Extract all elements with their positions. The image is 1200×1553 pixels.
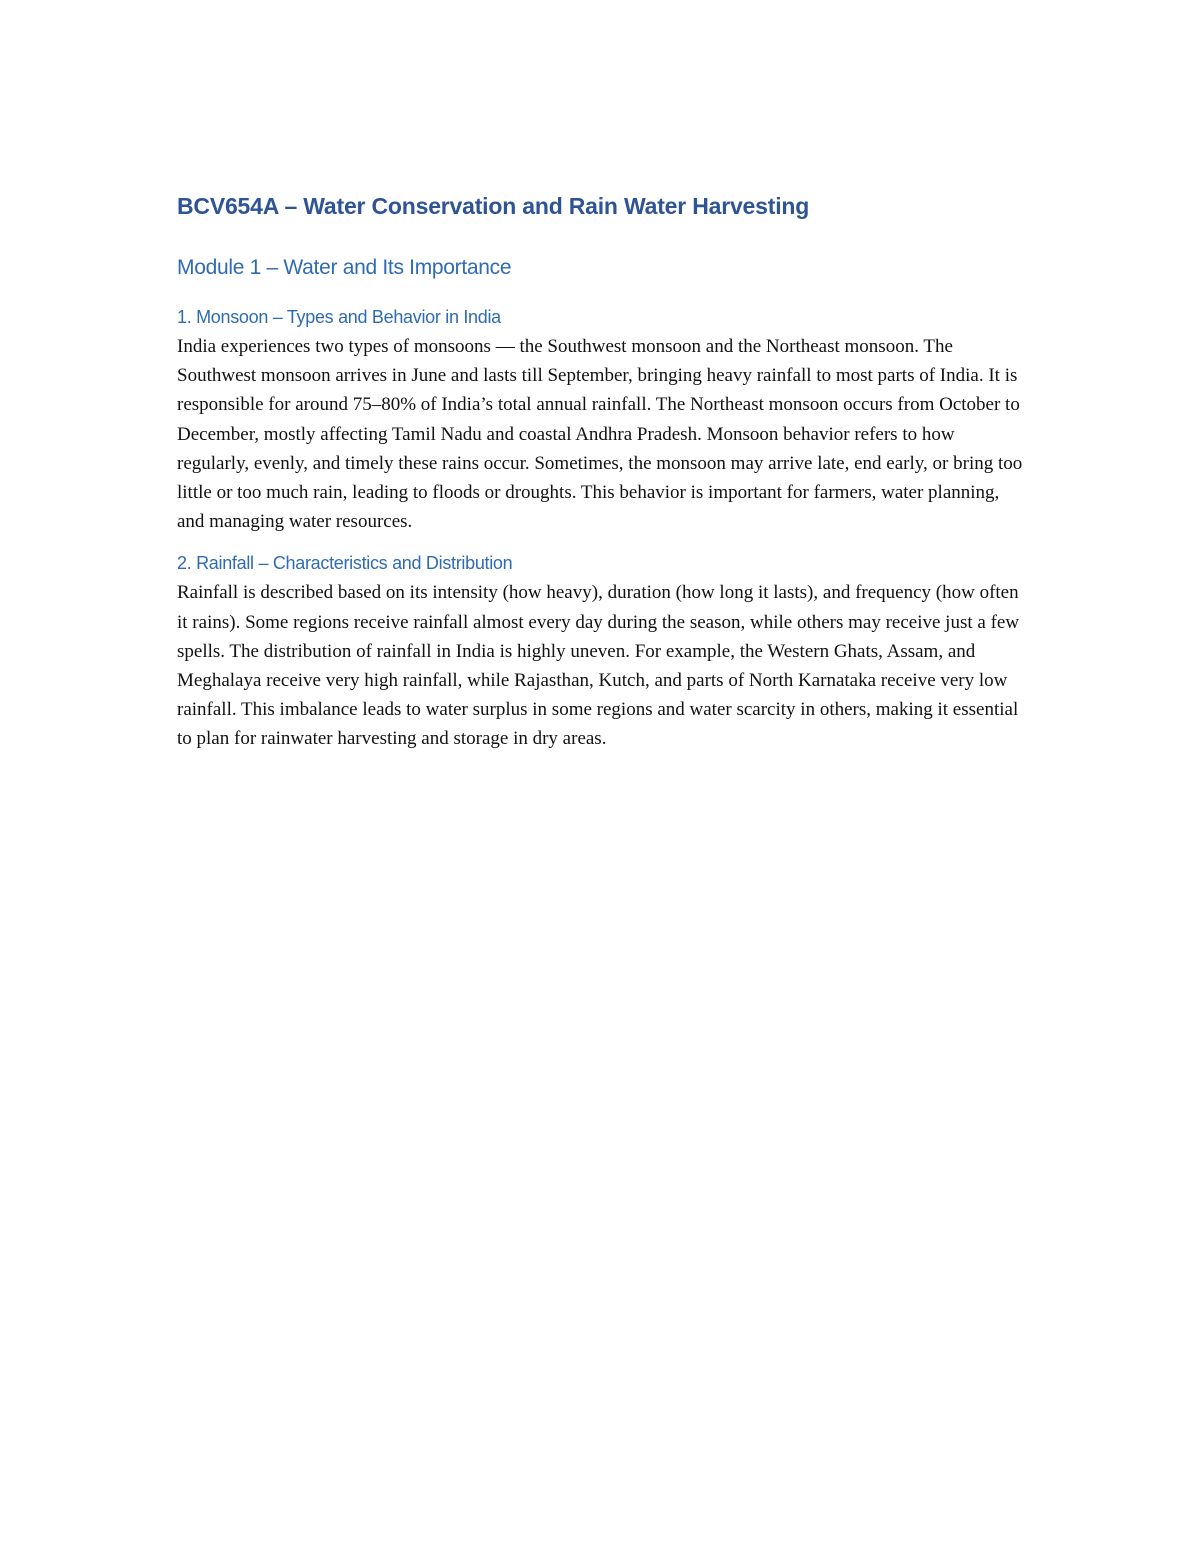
section-heading: 1. Monsoon – Types and Behavior in India [177,307,501,327]
section-heading: 2. Rainfall – Characteristics and Distribution [177,553,513,574]
section-monsoon [177,302,1027,536]
document-page [177,188,1027,766]
section-body: India experiences two types of monsoons — the Southwest monsoon and the Northeast monsoon. The Southwest monsoon arrives in June and lasts till September, bringing heavy rainfall to most parts of India. It is responsible for around 75–80% of India’s total annual rainfall. The Northeast monsoon occurs from October to December, mostly affecting Tamil Nadu and coastal Andhra Pradesh. Monsoon behavior refers to how regularly, evenly, and timely these rains occur. Sometimes, the monsoon may arrive late, end early, or bring too little or too much rain, leading to floods or droughts. This behavior is important for farmers, water planning, and managing water resources. [177,336,1023,533]
module-title: Module 1 – Water and Its Importance [177,256,512,279]
section-rainfall [177,548,1027,753]
section-body: Rainfall is described based on its intensity (how heavy), duration (how long it lasts), and frequency (how often it rains). Some regions receive rainfall almost every day during the season, while others may receive just a few spells. The distribution of rainfall in India is highly uneven. For example, the Western Ghats, Assam, and Meghalaya receive very high rainfall, while Rajasthan, Kutch, and parts of North Karnataka receive very low rainfall. This imbalance leads to water surplus in some regions and water scarcity in others, making it essential to plan for rainwater harvesting and storage in dry areas. [177,582,1020,750]
document-title: BCV654A – Water Conservation and Rain Water Harvesting [177,193,810,219]
